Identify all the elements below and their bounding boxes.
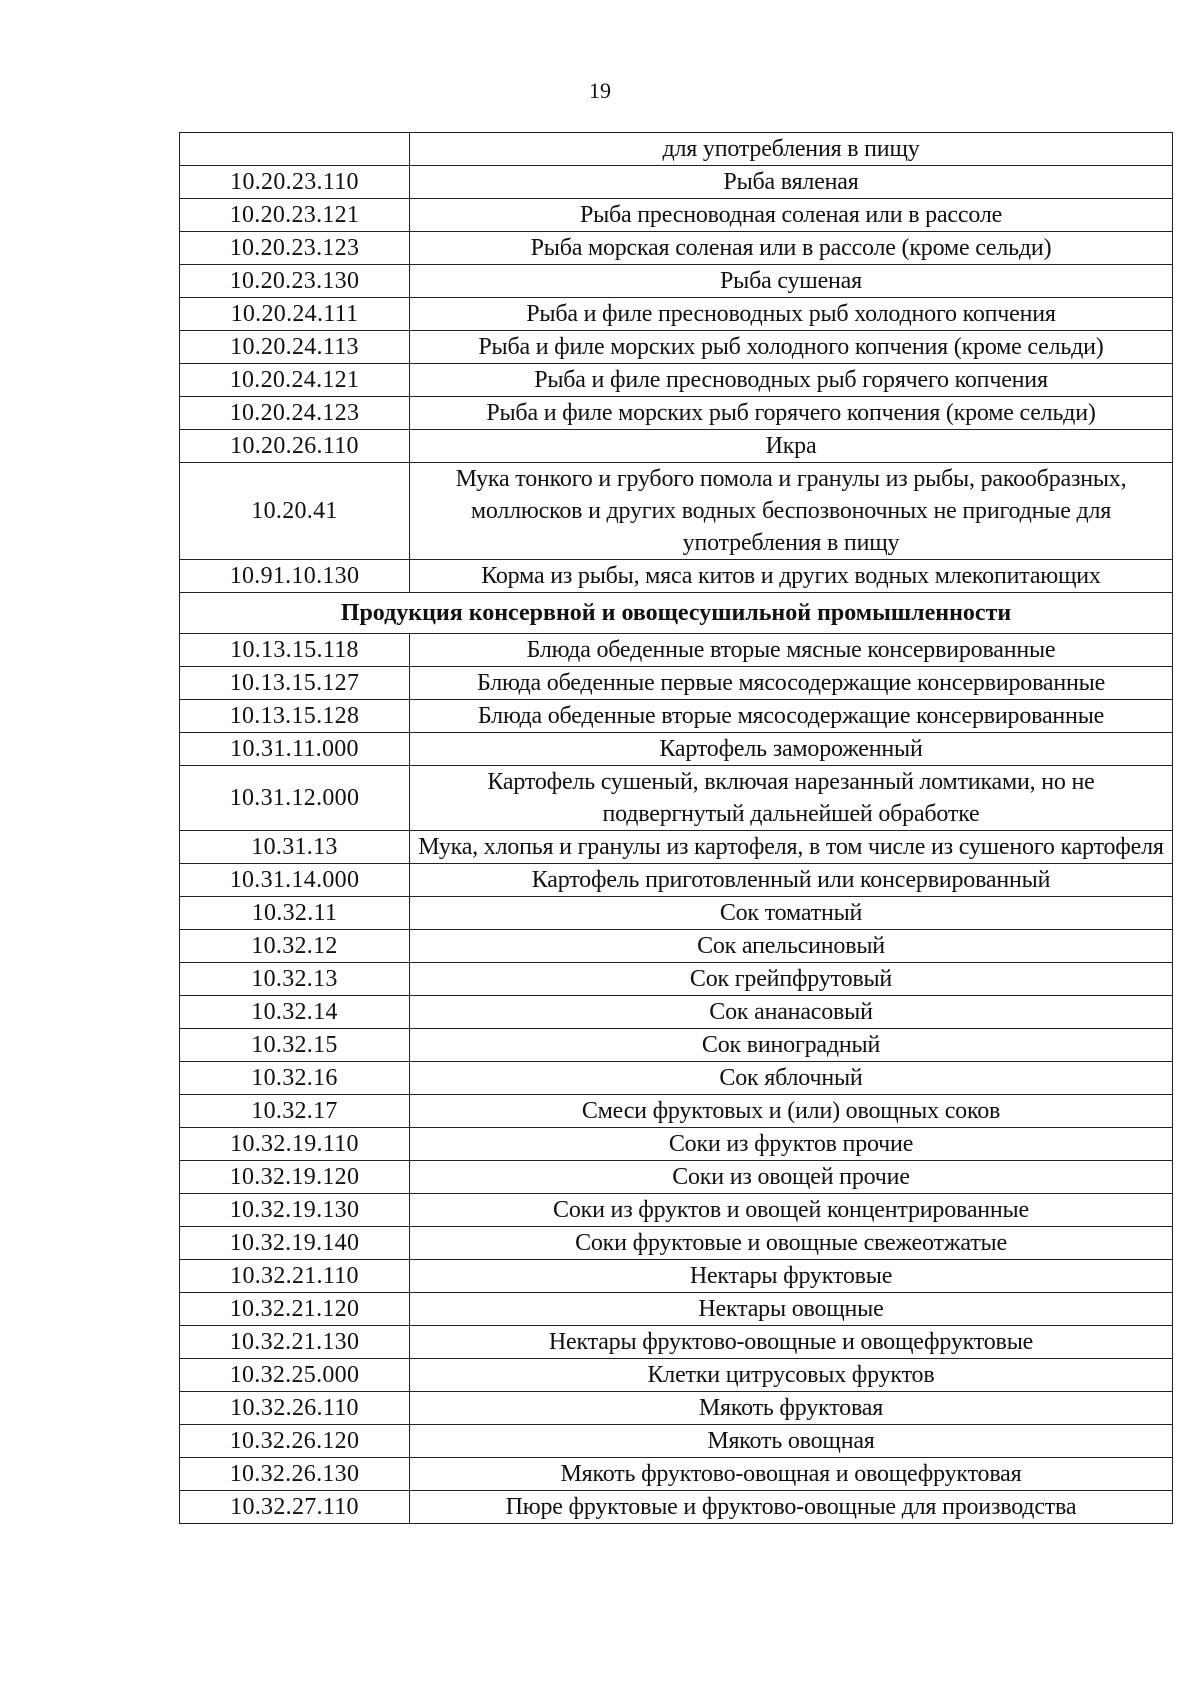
table-row	[180, 831, 1173, 864]
product-name-cell: Сок ананасовый	[410, 996, 1173, 1029]
table-row	[180, 1491, 1173, 1524]
table-row	[180, 133, 1173, 166]
product-name-cell: Сок томатный	[410, 897, 1173, 930]
table-row	[180, 166, 1173, 199]
product-name-cell: Клетки цитрусовых фруктов	[410, 1359, 1173, 1392]
product-code-cell: 10.91.10.130	[180, 560, 410, 593]
product-code-cell: 10.32.21.130	[180, 1326, 410, 1359]
product-code-cell: 10.32.19.110	[180, 1128, 410, 1161]
product-name-cell: Смеси фруктовых и (или) овощных соков	[410, 1095, 1173, 1128]
product-name-cell: Мякоть фруктово-овощная и овощефруктовая	[410, 1458, 1173, 1491]
product-code-cell: 10.32.16	[180, 1062, 410, 1095]
product-code-table	[179, 132, 1173, 1524]
product-name-cell: Сок яблочный	[410, 1062, 1173, 1095]
product-code-cell: 10.13.15.128	[180, 700, 410, 733]
table-row	[180, 397, 1173, 430]
table-row	[180, 1194, 1173, 1227]
product-name-cell: Мякоть фруктовая	[410, 1392, 1173, 1425]
product-name-cell: Соки из фруктов и овощей концентрированные	[410, 1194, 1173, 1227]
product-code-cell: 10.32.21.110	[180, 1260, 410, 1293]
product-name-cell: Рыба и филе пресноводных рыб холодного копчения	[410, 298, 1173, 331]
product-name-cell: Блюда обеденные вторые мясные консервированные	[410, 634, 1173, 667]
product-code-cell: 10.20.23.110	[180, 166, 410, 199]
product-name-cell: Нектары фруктовые	[410, 1260, 1173, 1293]
table-row	[180, 463, 1173, 560]
product-code-cell: 10.13.15.118	[180, 634, 410, 667]
table-row	[180, 364, 1173, 397]
product-code-cell: 10.31.14.000	[180, 864, 410, 897]
table-row	[180, 634, 1173, 667]
product-name-cell: Рыба и филе морских рыб холодного копчения (кроме сельди)	[410, 331, 1173, 364]
product-name-cell: Соки из овощей прочие	[410, 1161, 1173, 1194]
product-code-cell: 10.32.19.130	[180, 1194, 410, 1227]
product-name-cell: Рыба морская соленая или в рассоле (кроме сельди)	[410, 232, 1173, 265]
product-name-cell: Картофель приготовленный или консервированный	[410, 864, 1173, 897]
table-row	[180, 1161, 1173, 1194]
table-row	[180, 700, 1173, 733]
product-name-cell: для употребления в пищу	[410, 133, 1173, 166]
product-name-cell: Сок апельсиновый	[410, 930, 1173, 963]
product-code-cell: 10.20.24.123	[180, 397, 410, 430]
product-name-cell: Икра	[410, 430, 1173, 463]
table-row	[180, 1029, 1173, 1062]
product-code-cell	[180, 133, 410, 166]
product-code-cell: 10.32.15	[180, 1029, 410, 1062]
product-name-cell: Пюре фруктовые и фруктово-овощные для производства	[410, 1491, 1173, 1524]
product-code-cell: 10.20.23.121	[180, 199, 410, 232]
table-row	[180, 930, 1173, 963]
product-code-cell: 10.20.24.113	[180, 331, 410, 364]
table-row	[180, 963, 1173, 996]
table-row	[180, 560, 1173, 593]
product-name-cell: Рыба сушеная	[410, 265, 1173, 298]
product-code-cell: 10.32.13	[180, 963, 410, 996]
product-name-cell: Нектары фруктово-овощные и овощефруктовые	[410, 1326, 1173, 1359]
product-code-cell: 10.32.25.000	[180, 1359, 410, 1392]
product-name-cell: Рыба вяленая	[410, 166, 1173, 199]
product-name-cell: Мука, хлопья и гранулы из картофеля, в том числе из сушеного картофеля	[410, 831, 1173, 864]
table-row	[180, 199, 1173, 232]
table-row	[180, 430, 1173, 463]
table-row	[180, 1359, 1173, 1392]
product-code-cell: 10.20.24.111	[180, 298, 410, 331]
product-code-cell: 10.20.41	[180, 463, 410, 560]
product-name-cell: Блюда обеденные первые мясосодержащие консервированные	[410, 667, 1173, 700]
product-name-cell: Нектары овощные	[410, 1293, 1173, 1326]
table-row	[180, 265, 1173, 298]
table-row	[180, 897, 1173, 930]
product-code-cell: 10.32.26.120	[180, 1425, 410, 1458]
table-row	[180, 1392, 1173, 1425]
product-code-cell: 10.32.19.120	[180, 1161, 410, 1194]
table-row	[180, 1425, 1173, 1458]
table-row	[180, 1062, 1173, 1095]
table-row	[180, 1293, 1173, 1326]
product-name-cell: Соки фруктовые и овощные свежеотжатые	[410, 1227, 1173, 1260]
product-code-cell: 10.31.12.000	[180, 766, 410, 831]
product-code-cell: 10.31.13	[180, 831, 410, 864]
table-row	[180, 1095, 1173, 1128]
section-header-row	[180, 593, 1173, 634]
product-code-cell: 10.13.15.127	[180, 667, 410, 700]
product-code-cell: 10.20.23.123	[180, 232, 410, 265]
product-code-cell: 10.20.26.110	[180, 430, 410, 463]
product-name-cell: Мякоть овощная	[410, 1425, 1173, 1458]
table-row	[180, 996, 1173, 1029]
table-row	[180, 766, 1173, 831]
product-name-cell: Картофель сушеный, включая нарезанный ломтиками, но не подвергнутый дальнейшей обработке	[410, 766, 1173, 831]
table-body	[180, 133, 1173, 1524]
product-name-cell: Картофель замороженный	[410, 733, 1173, 766]
product-code-cell: 10.20.23.130	[180, 265, 410, 298]
table-row	[180, 1128, 1173, 1161]
page-number: 19	[589, 78, 611, 103]
product-name-cell: Блюда обеденные вторые мясосодержащие консервированные	[410, 700, 1173, 733]
table-row	[180, 331, 1173, 364]
table-row	[180, 864, 1173, 897]
product-code-cell: 10.32.26.110	[180, 1392, 410, 1425]
product-name-cell: Корма из рыбы, мяса китов и других водных млекопитающих	[410, 560, 1173, 593]
product-name-cell: Соки из фруктов прочие	[410, 1128, 1173, 1161]
table-row	[180, 733, 1173, 766]
product-code-cell: 10.32.14	[180, 996, 410, 1029]
section-title: Продукция консервной и овощесушильной промышленности	[180, 593, 1173, 634]
table-row	[180, 667, 1173, 700]
product-code-cell: 10.31.11.000	[180, 733, 410, 766]
product-name-cell: Рыба и филе пресноводных рыб горячего копчения	[410, 364, 1173, 397]
product-code-cell: 10.32.26.130	[180, 1458, 410, 1491]
product-name-cell: Сок виноградный	[410, 1029, 1173, 1062]
product-name-cell: Сок грейпфрутовый	[410, 963, 1173, 996]
product-name-cell: Рыба и филе морских рыб горячего копчения (кроме сельди)	[410, 397, 1173, 430]
product-code-cell: 10.32.17	[180, 1095, 410, 1128]
table-row	[180, 1458, 1173, 1491]
product-code-cell: 10.32.21.120	[180, 1293, 410, 1326]
table-row	[180, 1326, 1173, 1359]
product-code-cell: 10.20.24.121	[180, 364, 410, 397]
table-row	[180, 1260, 1173, 1293]
product-code-cell: 10.32.19.140	[180, 1227, 410, 1260]
product-code-cell: 10.32.27.110	[180, 1491, 410, 1524]
product-code-cell: 10.32.12	[180, 930, 410, 963]
table-row	[180, 1227, 1173, 1260]
product-name-cell: Мука тонкого и грубого помола и гранулы из рыбы, ракообразных, моллюсков и других водных беспозвоночных не пригодные для употребления в пищу	[410, 463, 1173, 560]
product-name-cell: Рыба пресноводная соленая или в рассоле	[410, 199, 1173, 232]
product-code-cell: 10.32.11	[180, 897, 410, 930]
table-row	[180, 232, 1173, 265]
table-row	[180, 298, 1173, 331]
